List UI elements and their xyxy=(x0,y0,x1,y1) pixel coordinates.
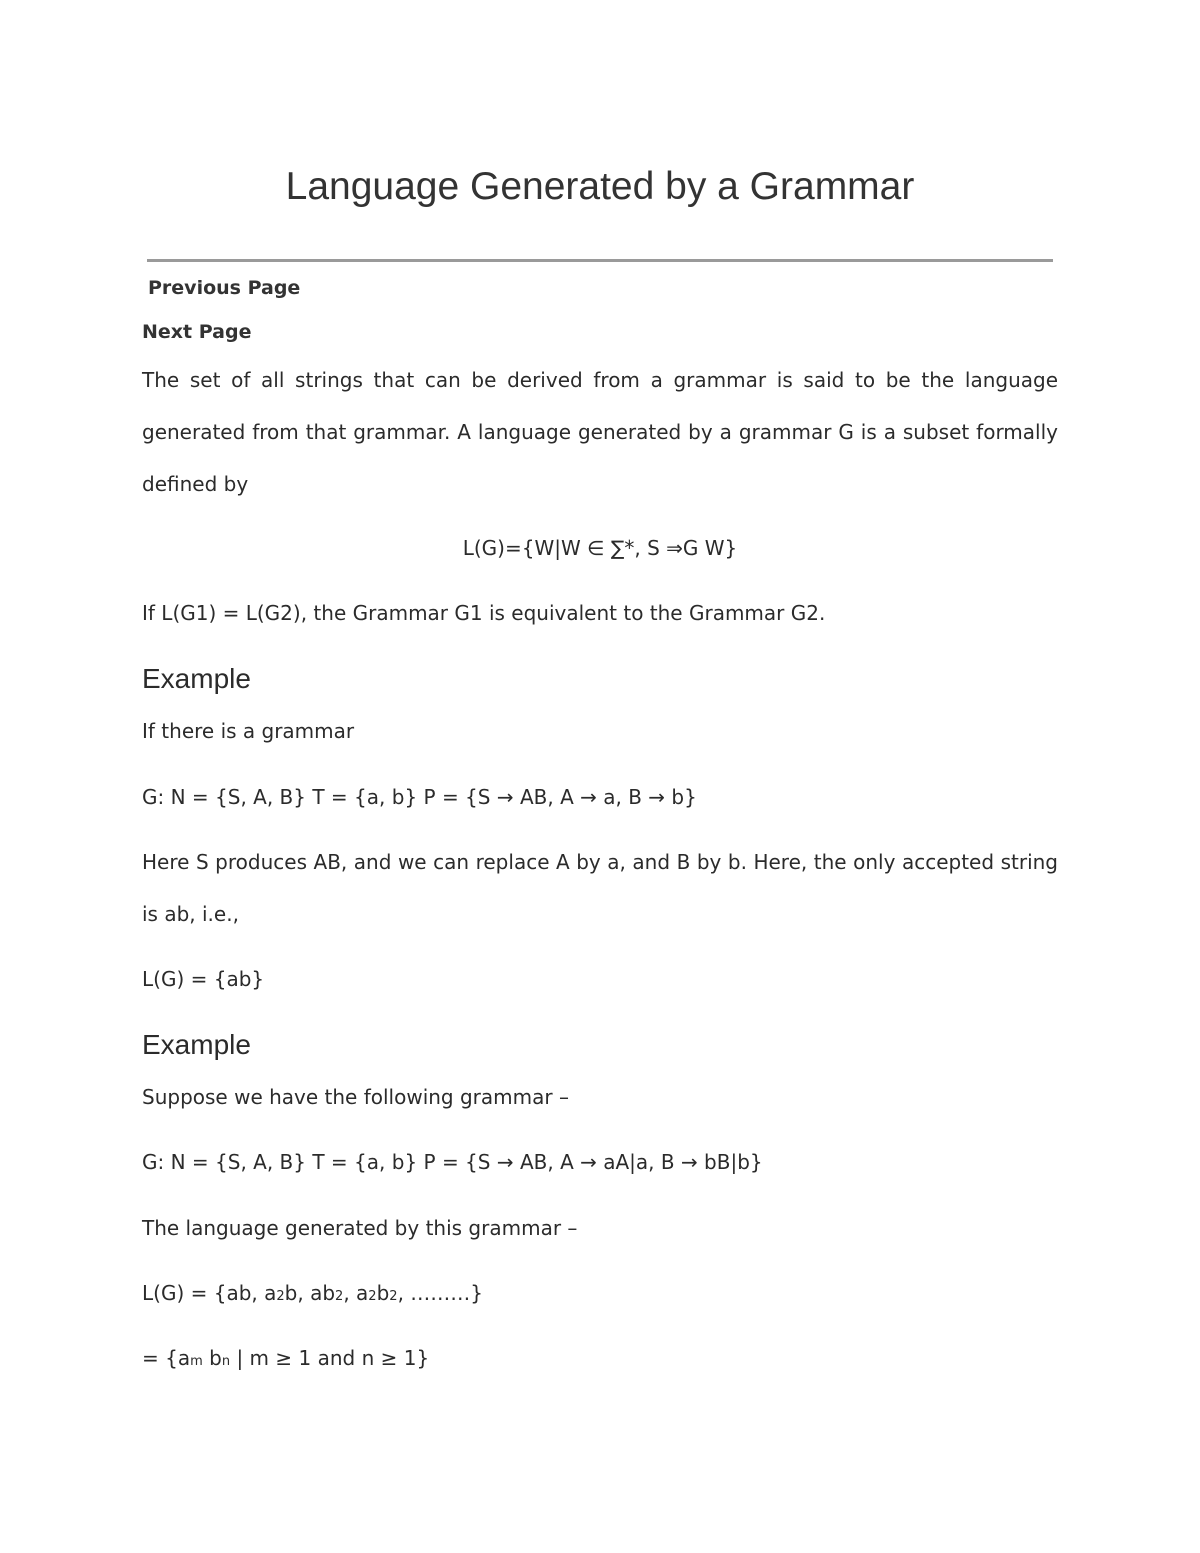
example-2-set-form: = {am bn | m ≥ 1 and n ≥ 1} xyxy=(142,1346,430,1370)
title-divider xyxy=(147,259,1053,262)
example-1-grammar: G: N = {S, A, B} T = {a, b} P = {S → AB, A → a, B → b} xyxy=(142,785,697,809)
example-2-heading: Example xyxy=(142,1029,251,1060)
example-1-heading: Example xyxy=(142,663,251,694)
page-title: Language Generated by a Grammar xyxy=(285,165,915,208)
example-1-result: L(G) = {ab} xyxy=(142,967,265,991)
example-2-language: L(G) = {ab, a2b, ab2, a2b2, ………} xyxy=(142,1281,484,1305)
previous-page-link[interactable]: Previous Page xyxy=(148,277,301,299)
equivalence-statement: If L(G1) = L(G2), the Grammar G1 is equivalent to the Grammar G2. xyxy=(142,601,826,625)
next-page-link[interactable]: Next Page xyxy=(142,321,252,343)
intro-paragraph: The set of all strings that can be derived from a grammar is said to be the language generated from that grammar. A language generated by a grammar G is a subset formally defined by xyxy=(142,368,1058,496)
example-1-explanation: Here S produces AB, and we can replace A by a, and B by b. Here, the only accepted string is ab, i.e., xyxy=(142,850,1058,926)
example-2-grammar: G: N = {S, A, B} T = {a, b} P = {S → AB, A → aA|a, B → bB|b} xyxy=(142,1150,763,1174)
example-2-lead: Suppose we have the following grammar – xyxy=(142,1085,569,1109)
example-2-generated-label: The language generated by this grammar – xyxy=(142,1216,578,1240)
language-definition-formula: L(G)={W|W ∈ ∑*, S ⇒G W} xyxy=(462,536,738,560)
example-1-lead: If there is a grammar xyxy=(142,719,355,743)
